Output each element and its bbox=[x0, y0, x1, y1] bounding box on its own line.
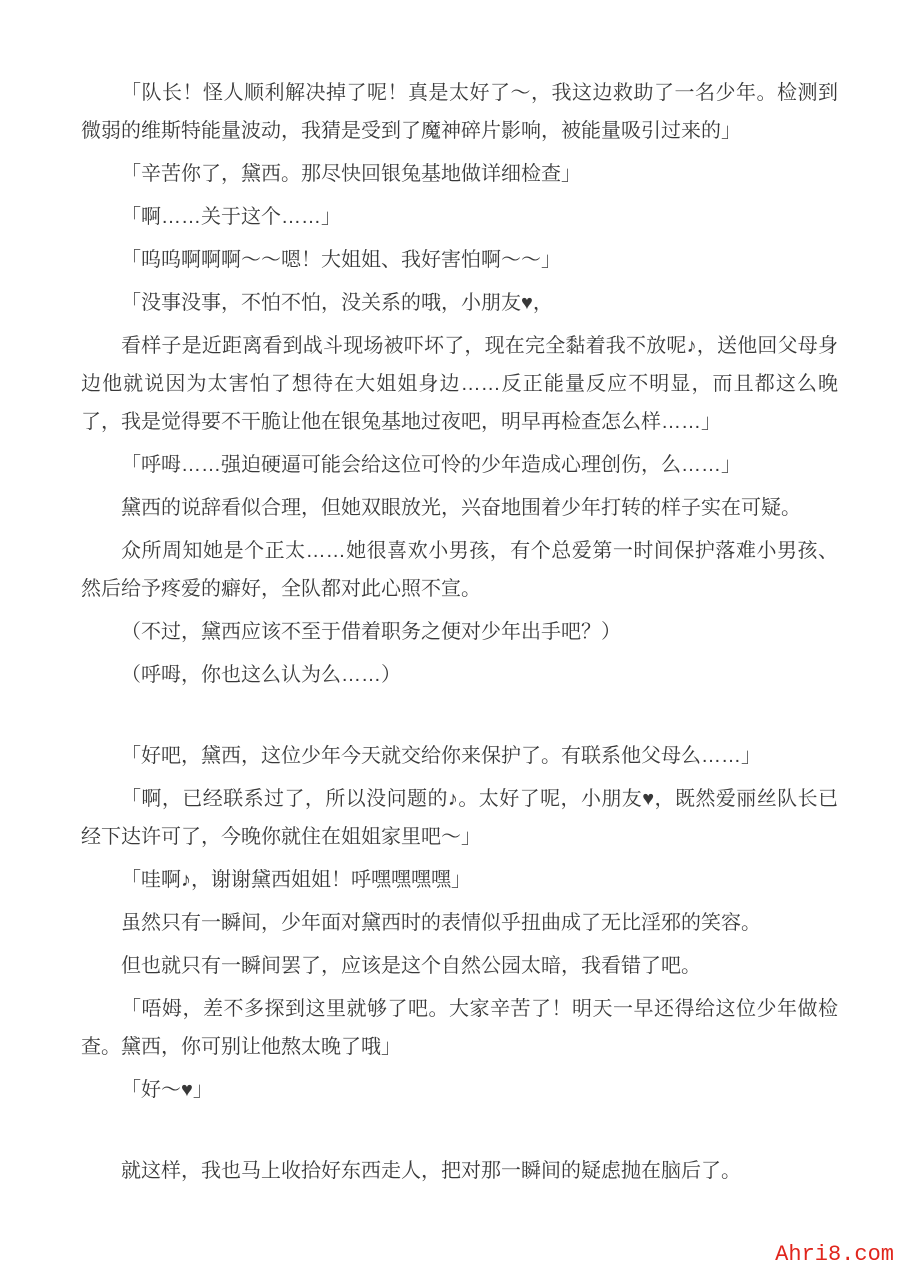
paragraph: 「呜呜啊啊啊～～嗯！大姐姐、我好害怕啊～～」 bbox=[121, 249, 561, 271]
paragraph: 众所周知她是个正太……她很喜欢小男孩，有个总爱第一时间保护落难小男孩、然后给予疼爱的癖好，全队都对此心照不宣。 bbox=[81, 540, 838, 600]
paragraph: 「啊……关于这个……」 bbox=[121, 206, 341, 228]
paragraph: 「好～♥」 bbox=[121, 1079, 213, 1101]
paragraph: 看样子是近距离看到战斗现场被吓坏了，现在完全黏着我不放呢♪，送他回父母身边他就说因为太害怕了想待在大姐姐身边……反正能量反应不明显，而且都这么晚了，我是觉得要不干脆让他在银兔基地过夜吧，明早再检查怎么样……」 bbox=[81, 335, 838, 433]
paragraph: （不过，黛西应该不至于借着职务之便对少年出手吧？） bbox=[121, 621, 621, 643]
paragraph: 但也就只有一瞬间罢了，应该是这个自然公园太暗，我看错了吧。 bbox=[121, 955, 701, 977]
paragraph: 「好吧，黛西，这位少年今天就交给你来保护了。有联系他父母么……」 bbox=[121, 745, 761, 767]
novel-text-body bbox=[81, 74, 838, 1195]
blank-line bbox=[81, 699, 838, 737]
paragraph: （呼呣，你也这么认为么……） bbox=[121, 664, 401, 686]
paragraph: 「没事没事，不怕不怕，没关系的哦，小朋友♥， bbox=[121, 292, 553, 314]
paragraph: 「呼呣……强迫硬逼可能会给这位可怜的少年造成心理创伤，么……」 bbox=[121, 454, 741, 476]
paragraph: 黛西的说辞看似合理，但她双眼放光，兴奋地围着少年打转的样子实在可疑。 bbox=[121, 497, 801, 519]
paragraph: 「哇啊♪，谢谢黛西姐姐！呼嘿嘿嘿嘿」 bbox=[121, 869, 471, 891]
paragraph: 「辛苦你了，黛西。那尽快回银兔基地做详细检查」 bbox=[121, 163, 581, 185]
blank-line bbox=[81, 1114, 838, 1152]
paragraph: 「队长！怪人顺利解决掉了呢！真是太好了～，我这边救助了一名少年。检测到微弱的维斯特能量波动，我猜是受到了魔神碎片影响，被能量吸引过来的」 bbox=[81, 82, 838, 142]
paragraph: 虽然只有一瞬间，少年面对黛西时的表情似乎扭曲成了无比淫邪的笑容。 bbox=[121, 912, 761, 934]
paragraph: 就这样，我也马上收拾好东西走人，把对那一瞬间的疑虑抛在脑后了。 bbox=[121, 1160, 741, 1182]
paragraph: 「啊，已经联系过了，所以没问题的♪。太好了呢，小朋友♥，既然爱丽丝队长已经下达许可了，今晚你就住在姐姐家里吧～」 bbox=[81, 788, 838, 848]
paragraph: 「唔姆，差不多探到这里就够了吧。大家辛苦了！明天一早还得给这位少年做检查。黛西，你可别让他熬太晚了哦」 bbox=[81, 998, 838, 1058]
site-watermark: Ahri8.com bbox=[775, 1242, 894, 1267]
